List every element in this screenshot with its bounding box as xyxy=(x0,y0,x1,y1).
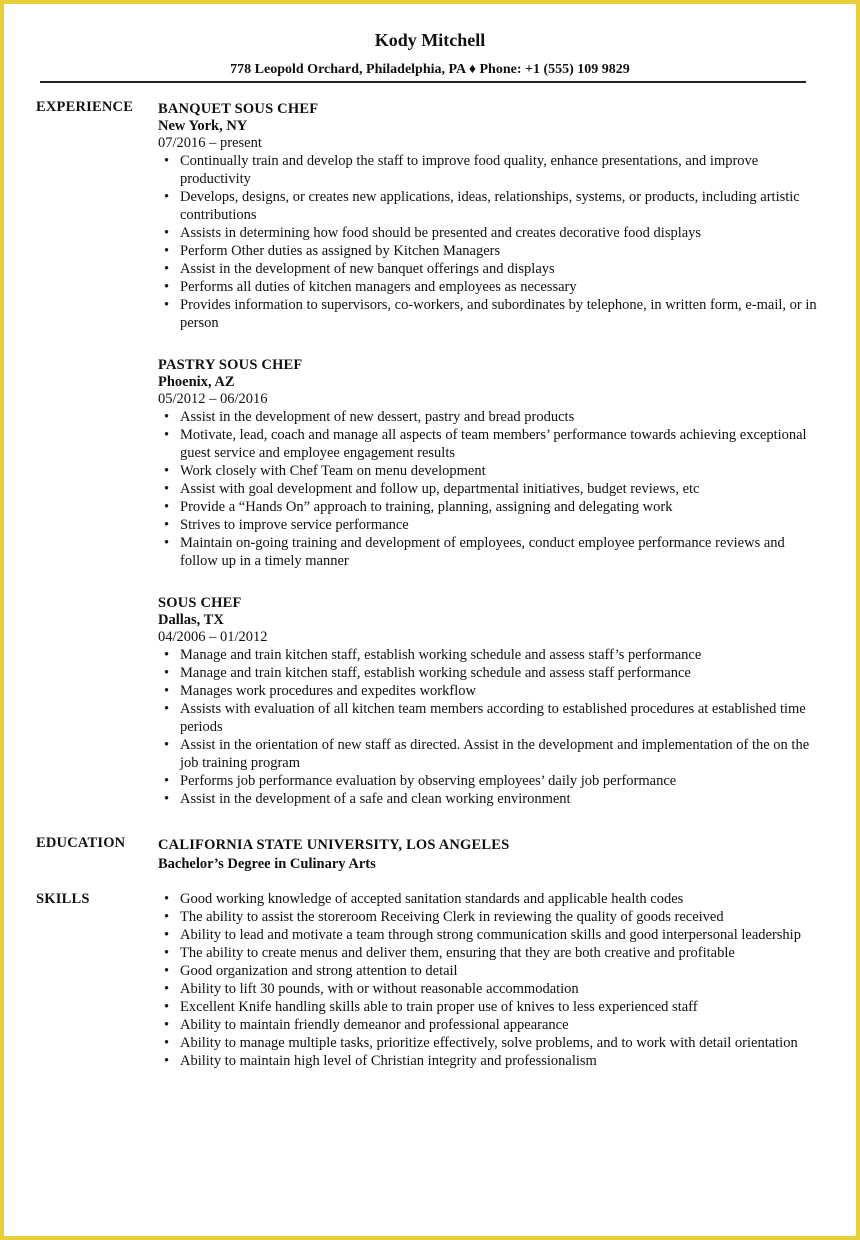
list-item: • Manage and train kitchen staff, establish working schedule and assess staff performance xyxy=(158,664,818,682)
job-dates: 04/2006 – 01/2012 xyxy=(158,629,268,645)
job-title: SOUS CHEF xyxy=(158,595,242,611)
list-item: • Performs job performance evaluation by observing employees’ daily job performance xyxy=(158,772,818,790)
list-item: • Perform Other duties as assigned by Kitchen Managers xyxy=(158,242,818,260)
job-title: BANQUET SOUS CHEF xyxy=(158,101,319,117)
job-duties-list xyxy=(158,646,818,808)
list-item: • Good working knowledge of accepted sanitation standards and applicable health codes xyxy=(158,890,818,908)
job-location: Dallas, TX xyxy=(158,612,224,628)
list-item: • Performs all duties of kitchen managers and employees as necessary xyxy=(158,278,818,296)
list-item: • Ability to lead and motivate a team through strong communication skills and good interpersonal leadership xyxy=(158,926,818,944)
list-item: • Maintain on-going training and development of employees, conduct employee performance reviews and follow up in a timely manner xyxy=(158,534,818,570)
list-item: • Provides information to supervisors, co-workers, and subordinates by telephone, in written form, e-mail, or in person xyxy=(158,296,818,332)
list-item: • Good organization and strong attention to detail xyxy=(158,962,818,980)
list-item: • The ability to create menus and deliver them, ensuring that they are both creative and profitable xyxy=(158,944,818,962)
skills-list xyxy=(158,890,818,1070)
contact-line: 778 Leopold Orchard, Philadelphia, PA ♦ Phone: +1 (555) 109 9829 xyxy=(230,62,630,77)
education-entry xyxy=(158,836,818,874)
job-location: Phoenix, AZ xyxy=(158,374,235,390)
list-item: • Manage and train kitchen staff, establish working schedule and assess staff’s performance xyxy=(158,646,818,664)
list-item: • Assists with evaluation of all kitchen team members according to established procedures at established time periods xyxy=(158,700,818,736)
section-label-education: EDUCATION xyxy=(36,835,126,851)
list-item: • Provide a “Hands On” approach to training, planning, assigning and delegating work xyxy=(158,498,818,516)
job-duties-list xyxy=(158,152,818,332)
list-item: • Assist with goal development and follow up, departmental initiatives, budget reviews, etc xyxy=(158,480,818,498)
list-item: • Develops, designs, or creates new applications, ideas, relationships, systems, or products, including artistic contributions xyxy=(158,188,818,224)
list-item: • Work closely with Chef Team on menu development xyxy=(158,462,818,480)
job-entry xyxy=(158,100,818,332)
list-item: • Manages work procedures and expedites workflow xyxy=(158,682,818,700)
list-item: • Assists in determining how food should be presented and creates decorative food displays xyxy=(158,224,818,242)
job-dates: 05/2012 – 06/2016 xyxy=(158,391,268,407)
degree: Bachelor’s Degree in Culinary Arts xyxy=(158,856,376,872)
section-label-experience: EXPERIENCE xyxy=(36,99,134,115)
list-item: • Assist in the orientation of new staff as directed. Assist in the development and implementation of the on the job training program xyxy=(158,736,818,772)
job-location: New York, NY xyxy=(158,118,248,134)
list-item: • Strives to improve service performance xyxy=(158,516,818,534)
job-title: PASTRY SOUS CHEF xyxy=(158,357,303,373)
list-item: • Continually train and develop the staff to improve food quality, enhance presentations, and improve productivity xyxy=(158,152,818,188)
job-duties-list xyxy=(158,408,818,570)
list-item: • Ability to lift 30 pounds, with or without reasonable accommodation xyxy=(158,980,818,998)
list-item: • Motivate, lead, coach and manage all aspects of team members’ performance towards achieving exceptional guest service and employee engagement results xyxy=(158,426,818,462)
list-item: • Ability to maintain friendly demeanor and professional appearance xyxy=(158,1016,818,1034)
list-item: • Ability to manage multiple tasks, prioritize effectively, solve problems, and to work with detail orientation xyxy=(158,1034,818,1052)
skills-entry xyxy=(158,890,818,1070)
list-item: • Ability to maintain high level of Christian integrity and professionalism xyxy=(158,1052,818,1070)
list-item: • Assist in the development of a safe and clean working environment xyxy=(158,790,818,808)
resume-page xyxy=(4,4,856,1236)
school-name: CALIFORNIA STATE UNIVERSITY, LOS ANGELES xyxy=(158,837,510,853)
job-entry xyxy=(158,356,818,570)
job-dates: 07/2016 – present xyxy=(158,135,262,151)
candidate-name: Kody Mitchell xyxy=(374,30,486,50)
header-divider xyxy=(40,81,806,83)
job-entry xyxy=(158,594,818,808)
list-item: • The ability to assist the storeroom Receiving Clerk in reviewing the quality of goods received xyxy=(158,908,818,926)
list-item: • Assist in the development of new banquet offerings and displays xyxy=(158,260,818,278)
list-item: • Assist in the development of new dessert, pastry and bread products xyxy=(158,408,818,426)
list-item: • Excellent Knife handling skills able to train proper use of knives to less experienced staff xyxy=(158,998,818,1016)
section-label-skills: SKILLS xyxy=(36,891,90,907)
